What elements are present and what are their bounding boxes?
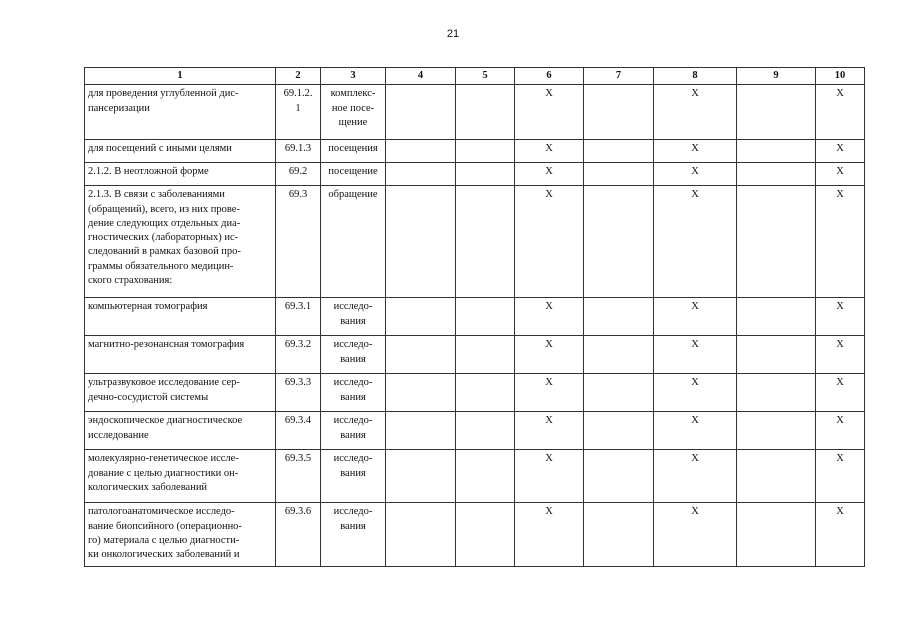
row-col4-cell <box>386 85 456 140</box>
row-col7-cell <box>584 412 654 450</box>
row-unit-cell: исследо- вания <box>321 503 386 567</box>
row-col4-cell <box>386 412 456 450</box>
row-col8-cell: Х <box>654 412 737 450</box>
row-unit-cell: исследо- вания <box>321 374 386 412</box>
row-col8-cell: Х <box>654 186 737 298</box>
row-col5-cell <box>456 412 515 450</box>
row-col5-cell <box>456 450 515 503</box>
row-col10-cell: Х <box>816 374 865 412</box>
header-cell: 2 <box>276 68 321 85</box>
row-col4-cell <box>386 186 456 298</box>
row-col8-cell: Х <box>654 336 737 374</box>
row-col6-cell: Х <box>515 374 584 412</box>
row-col8-cell: Х <box>654 298 737 336</box>
row-col6-cell: Х <box>515 298 584 336</box>
row-col4-cell <box>386 298 456 336</box>
row-col8-cell: Х <box>654 163 737 186</box>
row-col8-cell: Х <box>654 503 737 567</box>
row-col6-cell: Х <box>515 503 584 567</box>
row-col10-cell: Х <box>816 412 865 450</box>
row-name-cell: молекулярно-генетическое иссле- дование с целью диагностики он- кологических заболеваний <box>85 450 276 503</box>
row-col4-cell <box>386 140 456 163</box>
row-col7-cell <box>584 85 654 140</box>
row-col8-cell: Х <box>654 450 737 503</box>
row-unit-cell: посещения <box>321 140 386 163</box>
row-col10-cell: Х <box>816 450 865 503</box>
row-col8-cell: Х <box>654 140 737 163</box>
page-number: 21 <box>446 28 460 40</box>
row-name-cell: патологоанатомическое исследо- вание биопсийного (операционно- го) материала с целью диагности- ки онкологических заболеваний и <box>85 503 276 567</box>
row-name-cell: 2.1.2. В неотложной форме <box>85 163 276 186</box>
row-unit-cell: исследо- вания <box>321 336 386 374</box>
row-col6-cell: Х <box>515 140 584 163</box>
row-col9-cell <box>737 140 816 163</box>
row-code-cell: 69.3.1 <box>276 298 321 336</box>
row-col10-cell: Х <box>816 163 865 186</box>
row-col5-cell <box>456 503 515 567</box>
row-col6-cell: Х <box>515 450 584 503</box>
row-code-cell: 69.3.4 <box>276 412 321 450</box>
row-unit-cell: комплекс- ное посе- щение <box>321 85 386 140</box>
row-col4-cell <box>386 503 456 567</box>
row-code-cell: 69.3.2 <box>276 336 321 374</box>
row-name-cell: 2.1.3. В связи с заболеваниями (обращений), всего, из них прове- дение следующих отдельных диа- гностических (лабораторных) ис- следований в рамках базовой про- граммы обязательного медицин- ского страхования: <box>85 186 276 298</box>
row-unit-cell: посещение <box>321 163 386 186</box>
row-col9-cell <box>737 374 816 412</box>
row-col8-cell: Х <box>654 85 737 140</box>
table-row <box>85 374 865 412</box>
row-col7-cell <box>584 163 654 186</box>
row-col9-cell <box>737 163 816 186</box>
row-unit-cell: обращение <box>321 186 386 298</box>
row-col7-cell <box>584 140 654 163</box>
row-col9-cell <box>737 186 816 298</box>
row-col4-cell <box>386 374 456 412</box>
row-col6-cell: Х <box>515 336 584 374</box>
row-code-cell: 69.3.6 <box>276 503 321 567</box>
row-code-cell: 69.3.5 <box>276 450 321 503</box>
row-col9-cell <box>737 412 816 450</box>
row-col6-cell: Х <box>515 85 584 140</box>
row-col9-cell <box>737 450 816 503</box>
table-row <box>85 298 865 336</box>
row-col9-cell <box>737 336 816 374</box>
row-col6-cell: Х <box>515 163 584 186</box>
header-row <box>85 68 865 85</box>
row-name-cell: ультразвуковое исследование сер- дечно-сосудистой системы <box>85 374 276 412</box>
row-col10-cell: Х <box>816 140 865 163</box>
row-col5-cell <box>456 374 515 412</box>
table-row <box>85 336 865 374</box>
row-col9-cell <box>737 85 816 140</box>
row-code-cell: 69.3.3 <box>276 374 321 412</box>
table-row <box>85 140 865 163</box>
header-cell: 8 <box>654 68 737 85</box>
header-cell: 5 <box>456 68 515 85</box>
row-name-cell: магнитно-резонансная томография <box>85 336 276 374</box>
row-col10-cell: Х <box>816 298 865 336</box>
row-col7-cell <box>584 503 654 567</box>
row-col5-cell <box>456 298 515 336</box>
row-col5-cell <box>456 163 515 186</box>
row-col7-cell <box>584 336 654 374</box>
row-col6-cell: Х <box>515 412 584 450</box>
row-name-cell: компьютерная томография <box>85 298 276 336</box>
row-col9-cell <box>737 298 816 336</box>
row-col9-cell <box>737 503 816 567</box>
table-row <box>85 163 865 186</box>
row-col4-cell <box>386 336 456 374</box>
header-cell: 6 <box>515 68 584 85</box>
header-cell: 7 <box>584 68 654 85</box>
data-table <box>84 67 865 567</box>
row-unit-cell: исследо- вания <box>321 298 386 336</box>
row-name-cell: эндоскопическое диагностическое исследование <box>85 412 276 450</box>
row-col5-cell <box>456 85 515 140</box>
row-col4-cell <box>386 163 456 186</box>
row-col10-cell: Х <box>816 85 865 140</box>
header-cell: 1 <box>85 68 276 85</box>
row-col7-cell <box>584 374 654 412</box>
row-unit-cell: исследо- вания <box>321 412 386 450</box>
row-col10-cell: Х <box>816 503 865 567</box>
row-col4-cell <box>386 450 456 503</box>
row-code-cell: 69.3 <box>276 186 321 298</box>
row-name-cell: для проведения углубленной дис- пансеризации <box>85 85 276 140</box>
row-col10-cell: Х <box>816 336 865 374</box>
row-name-cell: для посещений с иными целями <box>85 140 276 163</box>
row-col5-cell <box>456 336 515 374</box>
header-cell: 10 <box>816 68 865 85</box>
row-col5-cell <box>456 186 515 298</box>
header-cell: 9 <box>737 68 816 85</box>
table-row <box>85 186 865 298</box>
row-col8-cell: Х <box>654 374 737 412</box>
table-row <box>85 85 865 140</box>
row-code-cell: 69.1.2. 1 <box>276 85 321 140</box>
row-col7-cell <box>584 298 654 336</box>
row-code-cell: 69.1.3 <box>276 140 321 163</box>
row-col6-cell: Х <box>515 186 584 298</box>
table-row <box>85 503 865 567</box>
table-row <box>85 450 865 503</box>
row-col5-cell <box>456 140 515 163</box>
row-col7-cell <box>584 450 654 503</box>
table-row <box>85 412 865 450</box>
row-col7-cell <box>584 186 654 298</box>
row-col10-cell: Х <box>816 186 865 298</box>
row-code-cell: 69.2 <box>276 163 321 186</box>
header-cell: 3 <box>321 68 386 85</box>
header-cell: 4 <box>386 68 456 85</box>
row-unit-cell: исследо- вания <box>321 450 386 503</box>
